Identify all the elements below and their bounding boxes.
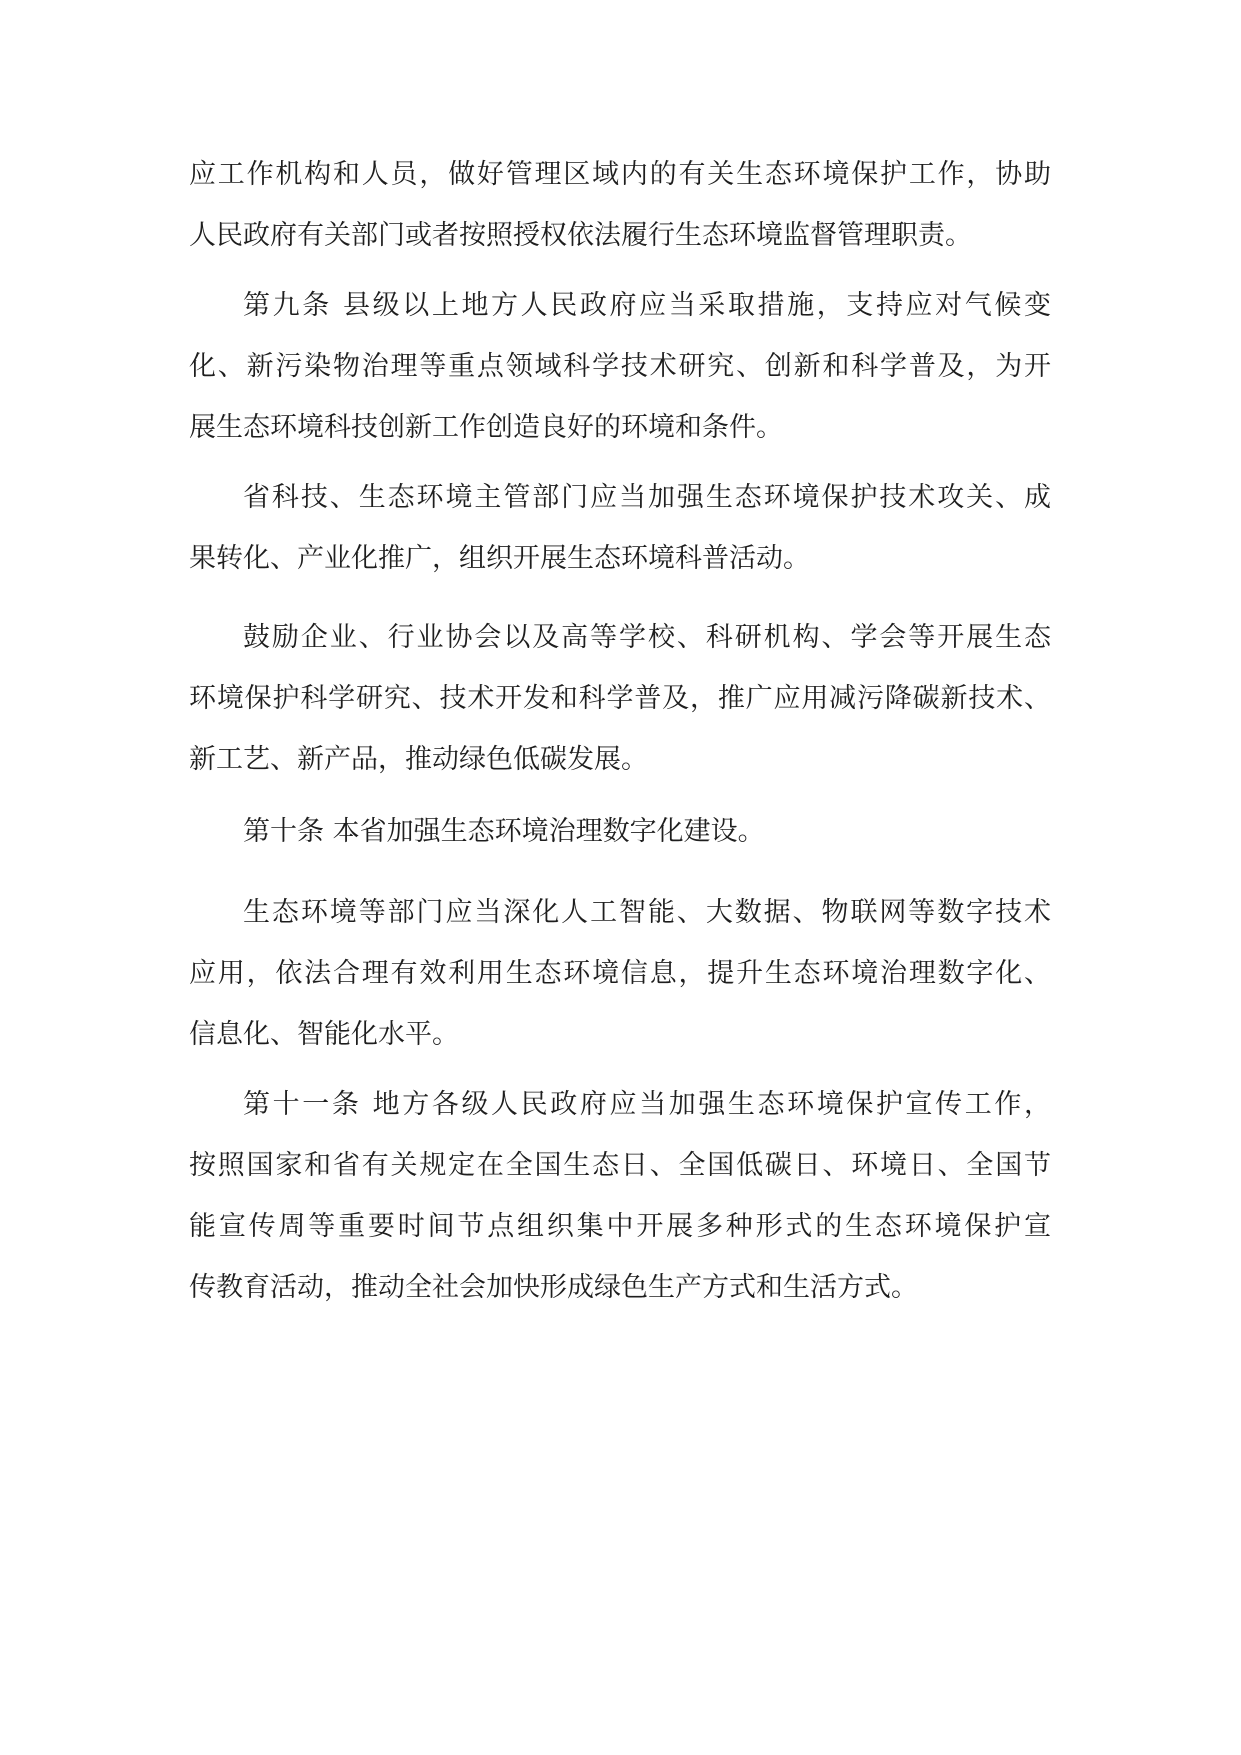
text-line: 化、新污染物治理等重点领域科学技术研究、创新和科学普及，为开 — [189, 351, 1051, 382]
article-10-line: 第十条 本省加强生态环境治理数字化建设。 — [243, 816, 765, 847]
text-line: 按照国家和省有关规定在全国生态日、全国低碳日、环境日、全国节 — [189, 1150, 1051, 1181]
text-line: 应工作机构和人员，做好管理区域内的有关生态环境保护工作，协助 — [189, 159, 1051, 190]
text-line: 展生态环境科技创新工作创造良好的环境和条件。 — [189, 412, 783, 443]
text-line: 生态环境等部门应当深化人工智能、大数据、物联网等数字技术 — [243, 897, 1051, 928]
text-line: 鼓励企业、行业协会以及高等学校、科研机构、学会等开展生态 — [243, 622, 1051, 653]
text-line: 果转化、产业化推广，组织开展生态环境科普活动。 — [189, 543, 810, 574]
article-11-first-line: 第十一条 地方各级人民政府应当加强生态环境保护宣传工作， — [243, 1089, 1051, 1120]
text-line: 环境保护科学研究、技术开发和科学普及，推广应用减污降碳新技术、 — [189, 683, 1051, 714]
text-line: 应用，依法合理有效利用生态环境信息，提升生态环境治理数字化、 — [189, 958, 1051, 989]
text-line: 新工艺、新产品，推动绿色低碳发展。 — [189, 744, 648, 775]
text-line: 省科技、生态环境主管部门应当加强生态环境保护技术攻关、成 — [243, 482, 1051, 513]
text-line: 人民政府有关部门或者按照授权依法履行生态环境监督管理职责。 — [189, 220, 972, 251]
text-line: 传教育活动，推动全社会加快形成绿色生产方式和生活方式。 — [189, 1272, 918, 1303]
text-line: 信息化、智能化水平。 — [189, 1019, 459, 1050]
article-9-first-line: 第九条 县级以上地方人民政府应当采取措施，支持应对气候变 — [243, 290, 1051, 321]
text-line: 能宣传周等重要时间节点组织集中开展多种形式的生态环境保护宣 — [189, 1211, 1051, 1242]
